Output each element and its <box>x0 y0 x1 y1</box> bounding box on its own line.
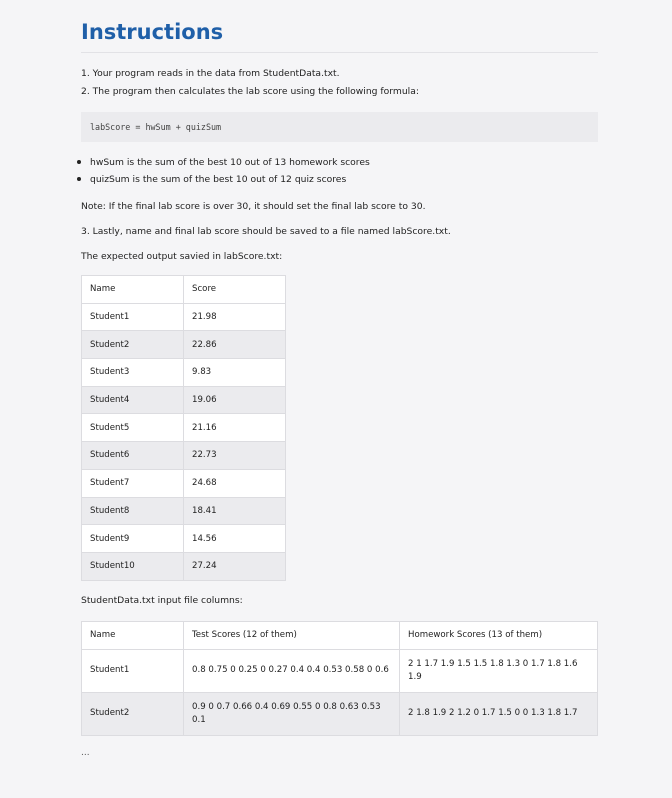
cell-score: 24.68 <box>184 469 286 497</box>
cell-name: Student2 <box>82 331 184 359</box>
steps-list <box>81 65 598 100</box>
score-table <box>81 275 286 581</box>
cell-name: Student4 <box>82 386 184 414</box>
header-test-scores: Test Scores (12 of them) <box>184 621 400 649</box>
expected-output-label: The expected output savied in labScore.txt: <box>81 251 283 262</box>
cell-score: 22.73 <box>184 442 286 470</box>
header-score: Score <box>184 276 286 304</box>
cell-score: 21.16 <box>184 414 286 442</box>
cell-test-scores: 0.8 0.75 0 0.25 0 0.27 0.4 0.4 0.53 0.58 0 0.6 <box>184 649 400 692</box>
table-row <box>82 525 286 553</box>
cell-score: 9.83 <box>184 359 286 387</box>
table-row <box>82 386 286 414</box>
cell-test-scores: 0.9 0 0.7 0.66 0.4 0.69 0.55 0 0.8 0.63 0.53 0.1 <box>184 692 400 735</box>
table-row <box>82 649 598 692</box>
ellipsis: ... <box>81 747 90 758</box>
table-row <box>82 414 286 442</box>
cell-score: 14.56 <box>184 525 286 553</box>
cell-name: Student6 <box>82 442 184 470</box>
student-data-table <box>81 621 598 736</box>
cell-name: Student5 <box>82 414 184 442</box>
cell-homework-scores: 2 1 1.7 1.9 1.5 1.5 1.8 1.3 0 1.7 1.8 1.6 1.9 <box>400 649 598 692</box>
step-1: 1. Your program reads in the data from StudentData.txt. <box>81 68 340 79</box>
cell-score: 27.24 <box>184 552 286 580</box>
table-row <box>82 442 286 470</box>
cell-score: 21.98 <box>184 303 286 331</box>
step-3: 3. Lastly, name and final lab score should be saved to a file named labScore.txt. <box>81 226 451 237</box>
cell-score: 18.41 <box>184 497 286 525</box>
cell-name: Student2 <box>82 692 184 735</box>
table-row <box>82 359 286 387</box>
input-columns-label: StudentData.txt input file columns: <box>81 594 243 606</box>
score-table-header <box>82 276 286 304</box>
cell-name: Student9 <box>82 525 184 553</box>
header-homework-scores: Homework Scores (13 of them) <box>400 621 598 649</box>
header-name: Name <box>82 276 184 304</box>
cell-name: Student8 <box>82 497 184 525</box>
formula-code-block: labScore = hwSum + quizSum <box>81 112 598 142</box>
table-row <box>82 552 286 580</box>
bullet-list <box>81 154 598 188</box>
header-name: Name <box>82 621 184 649</box>
cell-homework-scores: 2 1.8 1.9 2 1.2 0 1.7 1.5 0 0 1.3 1.8 1.7 <box>400 692 598 735</box>
cell-name: Student7 <box>82 469 184 497</box>
content <box>81 16 598 758</box>
cell-name: Student1 <box>82 303 184 331</box>
table-row <box>82 469 286 497</box>
cell-name: Student3 <box>82 359 184 387</box>
page-title: Instructions <box>81 16 598 53</box>
cell-score: 22.86 <box>184 331 286 359</box>
table-row <box>82 497 286 525</box>
table-row <box>82 303 286 331</box>
table-row <box>82 692 598 735</box>
table-row <box>82 331 286 359</box>
note-text: Note: If the final lab score is over 30, it should set the final lab score to 30. <box>81 201 426 212</box>
cell-name: Student1 <box>82 649 184 692</box>
cell-score: 19.06 <box>184 386 286 414</box>
step-2: 2. The program then calculates the lab score using the following formula: <box>81 85 419 97</box>
data-table-header <box>82 621 598 649</box>
cell-name: Student10 <box>82 552 184 580</box>
bullet-quizsum: quizSum is the sum of the best 10 out of 12 quiz scores <box>81 171 598 188</box>
bullet-hwsum: hwSum is the sum of the best 10 out of 13 homework scores <box>81 154 598 171</box>
